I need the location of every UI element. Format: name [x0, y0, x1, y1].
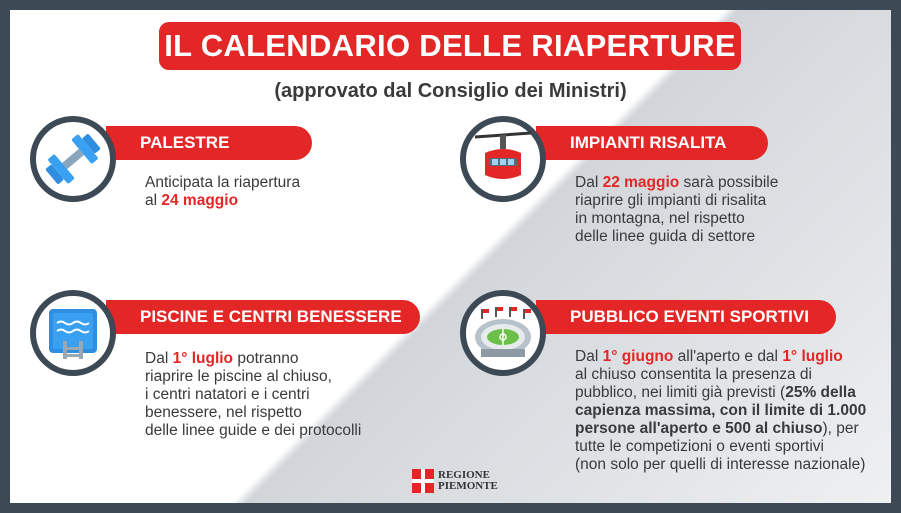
text-line	[575, 174, 855, 192]
text-line	[145, 174, 385, 192]
section-text-palestre	[145, 174, 385, 210]
page-subtitle: (approvato dal Consiglio dei Ministri)	[274, 80, 627, 102]
infographic-card	[10, 10, 891, 503]
text-segment: al chiuso consentita la presenza di	[575, 366, 812, 383]
text-line	[575, 438, 887, 456]
text-segment: sarà possibile	[679, 174, 779, 191]
text-line	[145, 404, 435, 422]
text-line	[575, 420, 887, 438]
text-segment: capienza massima, con il limite di 1.000	[575, 402, 867, 419]
section-label-piscine: PISCINE E CENTRI BENESSERE	[106, 300, 420, 334]
text-segment: in montagna, nel rispetto	[575, 210, 745, 227]
section-text-pubblico	[575, 348, 887, 474]
logo-line2: PIEMONTE	[438, 480, 498, 492]
text-line	[145, 368, 435, 386]
text-segment: 22 maggio	[602, 174, 680, 191]
text-line	[575, 456, 887, 474]
text-segment: 1° luglio	[782, 348, 843, 365]
text-segment: Dal	[575, 174, 603, 191]
text-line	[575, 366, 887, 384]
text-segment: potranno	[233, 350, 299, 367]
text-line	[575, 228, 855, 246]
text-line	[145, 422, 435, 440]
page-title: IL CALENDARIO DELLE RIAPERTURE	[159, 22, 741, 70]
section-text-impianti	[575, 174, 855, 246]
text-segment: i centri natatori e i centri	[145, 386, 310, 403]
swimming-pool-icon	[30, 290, 116, 376]
text-line	[575, 348, 887, 366]
text-segment: (non solo per quelli di interesse nazionale)	[575, 456, 866, 473]
text-segment: 25% della	[785, 384, 856, 401]
stadium-icon	[460, 290, 546, 376]
text-segment: riaprire le piscine al chiuso,	[145, 368, 332, 385]
text-line	[575, 384, 887, 402]
text-segment: all'aperto e dal	[673, 348, 783, 365]
text-line	[145, 192, 385, 210]
text-line	[575, 210, 855, 228]
regione-piemonte-logo	[412, 469, 498, 493]
text-segment: 24 maggio	[161, 192, 239, 209]
text-segment: benessere, nel rispetto	[145, 404, 302, 421]
text-segment: al	[145, 192, 162, 209]
text-segment: delle linee guida di settore	[575, 228, 756, 245]
text-line	[145, 350, 435, 368]
text-line	[145, 386, 435, 404]
text-segment: tutte le competizioni o eventi sportivi	[575, 438, 824, 455]
piemonte-flag-icon	[412, 469, 434, 493]
text-line	[575, 402, 887, 420]
section-label-impianti: IMPIANTI RISALITA	[536, 126, 768, 160]
text-segment: Dal	[145, 350, 173, 367]
text-segment: ), per	[822, 420, 859, 437]
text-line	[575, 192, 855, 210]
text-segment: Dal	[575, 348, 603, 365]
section-label-pubblico: PUBBLICO EVENTI SPORTIVI	[536, 300, 836, 334]
text-segment: 1° luglio	[172, 350, 234, 367]
text-segment: persone all'aperto e 500 al chiuso	[575, 420, 823, 437]
text-segment: Anticipata la riapertura	[145, 174, 301, 191]
section-text-piscine	[145, 350, 435, 440]
section-label-palestre: PALESTRE	[106, 126, 312, 160]
text-segment: pubblico, nei limiti già previsti (	[575, 384, 786, 401]
logo-line1: REGIONE	[438, 469, 490, 481]
text-segment: 1° giugno	[602, 348, 674, 365]
cable-car-icon	[460, 116, 546, 202]
text-segment: delle linee guide e dei protocolli	[145, 422, 362, 439]
dumbbell-icon	[30, 116, 116, 202]
text-segment: riaprire gli impianti di risalita	[575, 192, 767, 209]
